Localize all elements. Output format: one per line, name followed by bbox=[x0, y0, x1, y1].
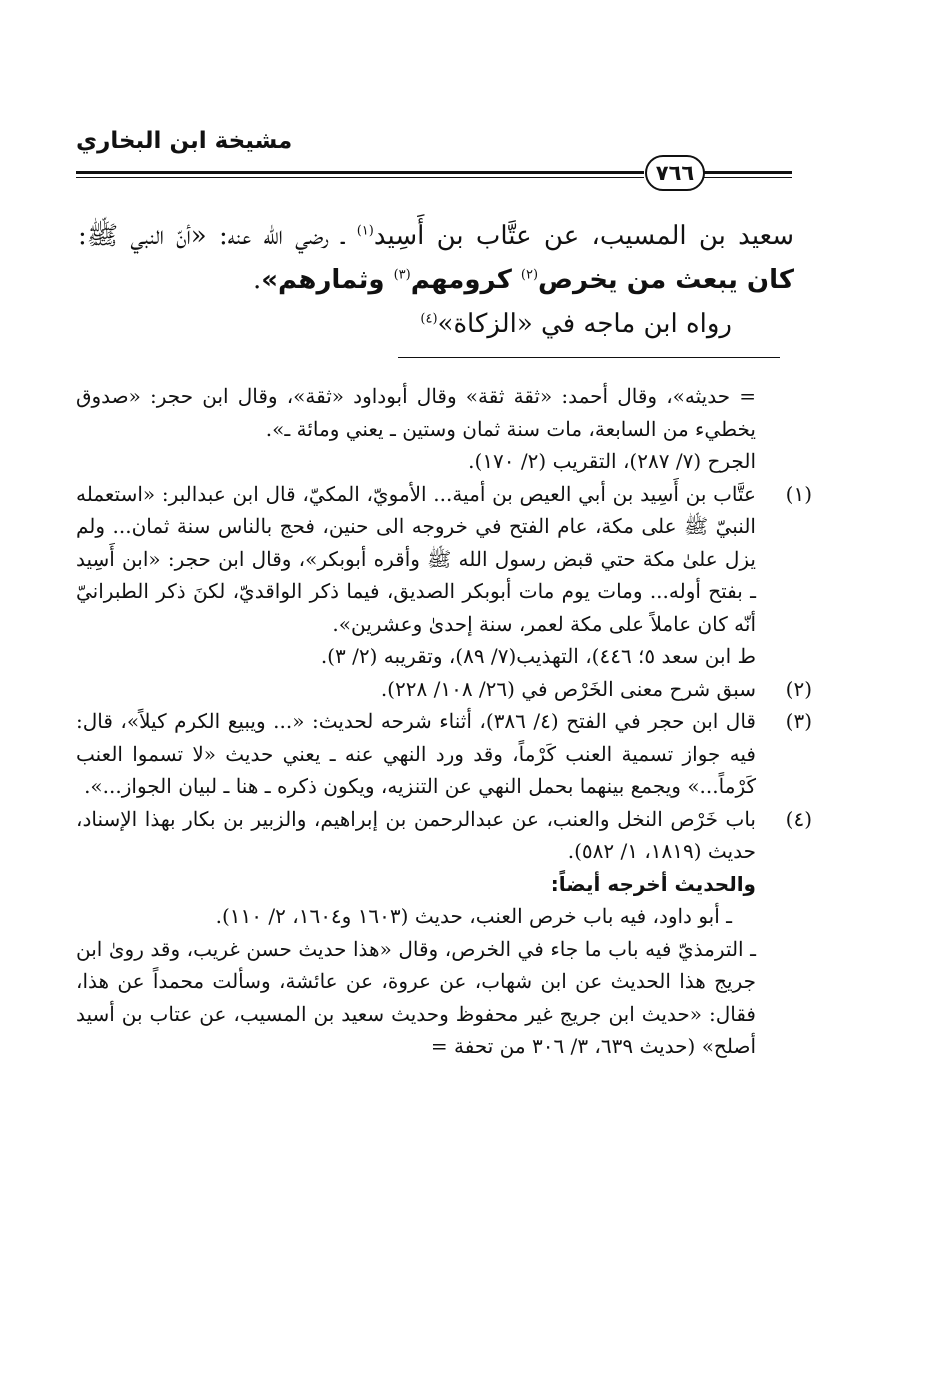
period: . bbox=[252, 265, 262, 295]
footnote-body bbox=[76, 673, 756, 706]
footnote-text: ط ابن سعد ٥؛ ٤٤٦)، التهذيب(٧/ ٨٩)، وتقريبه (٢/ ٣). bbox=[320, 644, 756, 668]
narration-line bbox=[78, 302, 794, 346]
footnote-separator bbox=[398, 357, 780, 358]
footnote-1 bbox=[76, 478, 812, 673]
footnote-text: عتَّاب بن أَسِيد بن أبي العيص بن أمية... الأمويّ، المكيّ، قال ابن عبدالبر: «استعمله النبيّ ﷺ على مكة، عام الفتح في خروجه الى حنين، فحج بالناس سنة ثمان... ولم يزل علىٰ مكة حتي قبض رسول الله ﷺ وأقره أبوبكر»، وقال ابن حجر: «ابن أَسِيد ـ بفتح أوله... ومات يوم مات أبوبكر الصديق، فيما ذكر الواقديّ، لكنَ ذكر الطبرانيّ أنّه كان عاملاً على مكة لعمر، سنة إحدىٰ وعشرين». bbox=[76, 481, 756, 636]
footnote-text: سبق شرح معنى الخَرْص في (٢٦/ ١٠٨/ ٢٢٨). bbox=[380, 676, 756, 701]
hadith-matn-end: وثمارهم» bbox=[261, 265, 394, 295]
header-rule-right bbox=[704, 171, 792, 174]
hadith-text bbox=[78, 214, 794, 346]
footnote-text: الجرح (٧/ ٢٨٧)، التقريب (٢/ ١٧٠). bbox=[468, 449, 756, 473]
hadith-matn-cont: كرومهم bbox=[410, 265, 521, 295]
hadith-matn: كان يبعث من يخرص bbox=[538, 265, 794, 295]
header-rule-left bbox=[76, 171, 644, 174]
footnote-body bbox=[76, 705, 756, 803]
footnote-ref-4: (٤) bbox=[420, 311, 438, 327]
footnote-text: باب خَرْص النخل والعنب، عن عبدالرحمن بن إبراهيم، والزبير بن بكار بهذا الإسناد، حديث (١٨١٩، ١/ ٥٨٢). bbox=[76, 806, 756, 863]
footnote-body bbox=[76, 380, 756, 478]
footnote-number-empty bbox=[756, 380, 812, 478]
footnote-body bbox=[76, 478, 756, 673]
footnote-text: = حديثه»، وقال أحمد: «ثقة ثقة» وقال أبوداود «ثقة»، وقال ابن حجر: «صدوق يخطيء من السابعة، مات سنة ثمان وستين ـ يعني ومائة ـ». bbox=[76, 384, 756, 441]
footnote-number: (١) bbox=[785, 481, 812, 506]
hadith-paragraph bbox=[78, 214, 794, 302]
header-rule-left-thin bbox=[76, 177, 644, 178]
running-header-title: مشيخة ابن البخاري bbox=[76, 128, 293, 154]
footnote-number: (٤) bbox=[785, 806, 812, 831]
footnote-number: (٢) bbox=[785, 676, 812, 701]
footnote-list-item: ـ أبو داود، فيه باب خرص العنب، حديث (١٦٠٣ و١٦٠٤، ٢/ ١١٠). bbox=[215, 904, 732, 928]
footnote-2 bbox=[76, 673, 812, 706]
footnote-subheading: والحديث أخرجه أيضاً: bbox=[550, 871, 756, 896]
footnote-number: (٣) bbox=[785, 709, 812, 733]
hadith-chain-cont: ـ رضي الله عنه: «أنّ النبي ﷺ: bbox=[78, 221, 357, 251]
footnotes bbox=[76, 380, 812, 1063]
narration-text: رواه ابن ماجه في «الزكاة» bbox=[437, 309, 732, 339]
hadith-chain: سعيد بن المسيب، عن عتَّاب بن أَسِيد bbox=[373, 221, 794, 251]
footnote-ref-2: (٢) bbox=[520, 267, 539, 283]
footnote-list-item: ـ الترمذيّ فيه باب ما جاء في الخرص، وقال «هذا حديث حسن غريب، وقد روىٰ ابن جريج هذا الحديث عن ابن شهاب، عن عروة، عن عائشة، وسألت محمداً عن هذا، فقال: «حديث ابن جريج غير محفوظ وحديث سعيد بن المسيب، عن عتاب بن أسيد أصلح» (حديث ٦٣٩، ٣/ ٣٠٦ من تحفة = bbox=[76, 936, 756, 1058]
footnote-4 bbox=[76, 803, 812, 1063]
footnote-3 bbox=[76, 705, 812, 803]
footnote-ref-3: (٣) bbox=[393, 267, 411, 283]
footnote-body bbox=[76, 803, 756, 1063]
footnote-text: قال ابن حجر في الفتح (٤/ ٣٨٦)، أثناء شرحه لحديث: «... ويبيع الكرم كيلاً»، قال: فيه جواز تسمية العنب كَرْماً، وقد ورد النهي عنه ـ يعني حديث «لا تسموا العنب كَرْماً...» ويجمع بينهما بحمل النهي عن التنزيه، ويكون ذكره ـ هنا ـ لبيان الجواز...». bbox=[76, 709, 756, 798]
page-number: ٧٦٦ bbox=[645, 155, 705, 191]
header-rule-right-thin bbox=[704, 177, 792, 178]
footnote-ref-1: (١) bbox=[356, 223, 374, 239]
footnote-continued bbox=[76, 380, 812, 478]
